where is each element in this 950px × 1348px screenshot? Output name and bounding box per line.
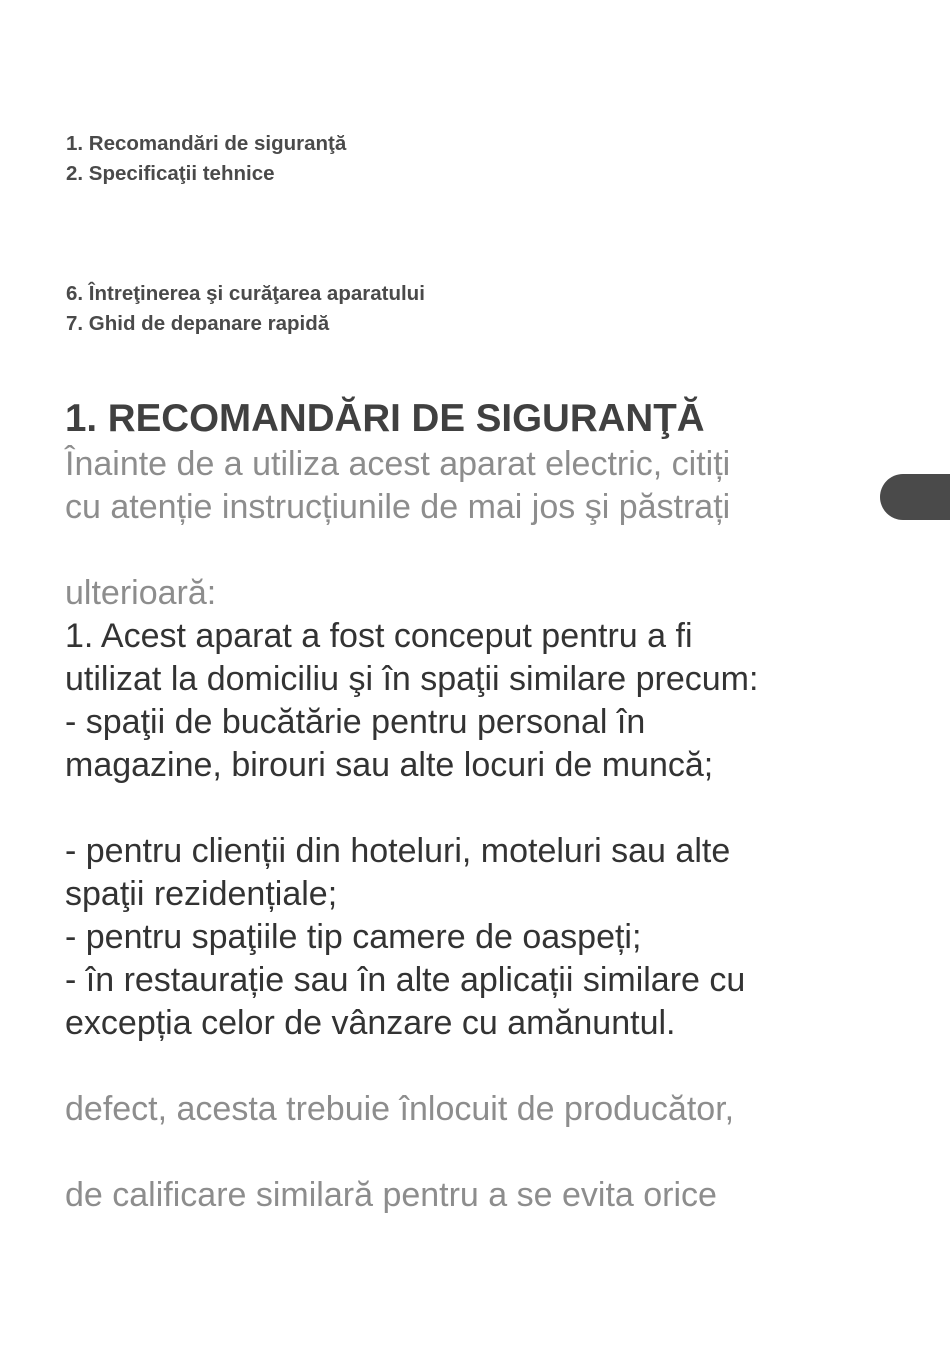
toc-item-safety[interactable]: 1. Recomandări de siguranţă (66, 132, 347, 155)
fragment-line: defect, acesta trebuie înlocuit de producător, (65, 1090, 735, 1128)
item1-more-line: excepția celor de vânzare cu amănuntul. (65, 1004, 676, 1042)
item1-line: - spaţii de bucătărie pentru personal în (65, 703, 646, 741)
intro-line: Înainte de a utiliza acest aparat electric, citiți (65, 445, 731, 483)
item1-more-line: - în restaurație sau în alte aplicații similare cu (65, 961, 746, 999)
intro-end-line: ulterioară: (65, 574, 217, 612)
toc-item-technical-specs[interactable]: 2. Specificaţii tehnice (66, 162, 275, 185)
side-tab (880, 474, 950, 520)
item1-more-line: - pentru clienții din hoteluri, moteluri sau alte (65, 832, 731, 870)
toc-item-troubleshooting[interactable]: 7. Ghid de depanare rapidă (66, 312, 330, 335)
item1-more-line: spaţii rezidențiale; (65, 875, 338, 913)
item1-line: 1. Acest aparat a fost conceput pentru a fi (65, 617, 693, 655)
toc-item-maintenance[interactable]: 6. Întreţinerea şi curăţarea aparatului (66, 282, 425, 305)
section-heading: 1. RECOMANDĂRI DE SIGURANŢĂ (65, 397, 705, 440)
table-of-contents-bottom (66, 279, 425, 339)
item1-line: utilizat la domiciliu şi în spaţii similare precum: (65, 660, 759, 698)
item1-line: magazine, birouri sau alte locuri de muncă; (65, 746, 714, 784)
intro-line: cu atenție instrucțiunile de mai jos şi păstrați (65, 488, 731, 526)
fragment-line: de calificare similară pentru a se evita orice (65, 1176, 717, 1214)
table-of-contents-top (66, 129, 346, 189)
item1-more-line: - pentru spaţiile tip camere de oaspeți; (65, 918, 642, 956)
